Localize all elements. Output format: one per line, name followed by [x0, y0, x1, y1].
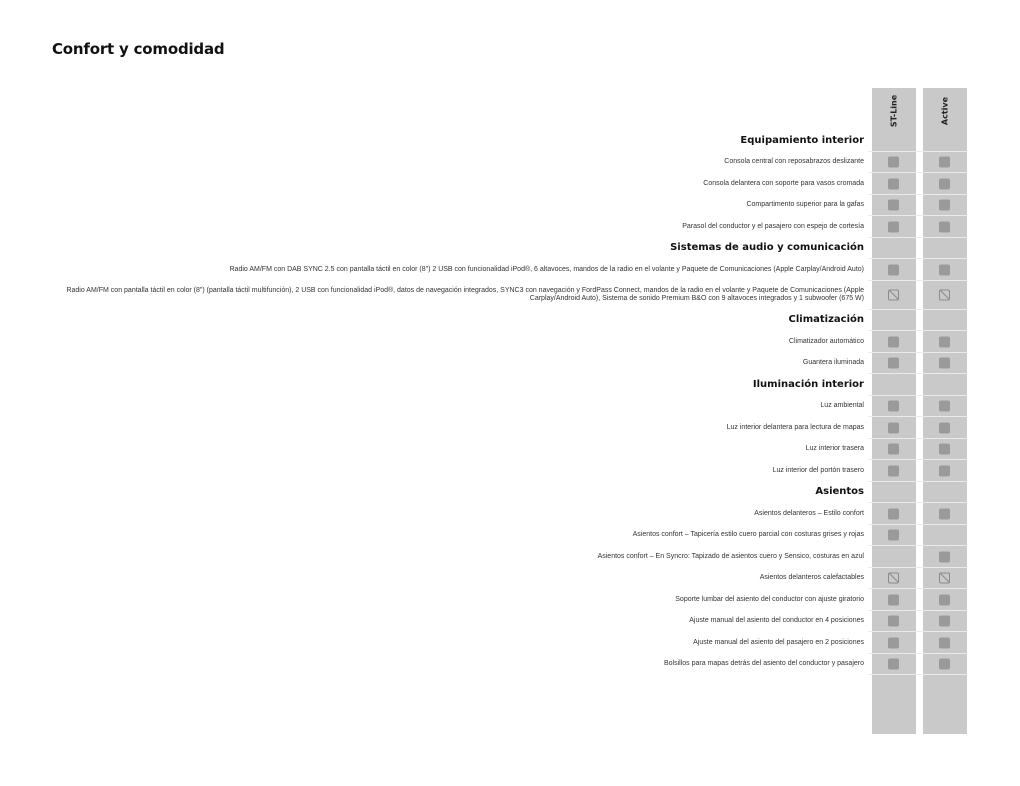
standard-marker-st-line	[888, 637, 899, 648]
standard-marker-st-line	[888, 401, 899, 412]
feature-label: Climatizador automático	[788, 337, 864, 345]
table-row	[0, 460, 1020, 482]
table-row	[0, 396, 1020, 418]
optional-marker-active	[939, 573, 950, 584]
standard-marker-st-line	[888, 178, 899, 189]
table-row	[0, 568, 1020, 590]
standard-marker-st-line	[888, 508, 899, 519]
table-row	[0, 589, 1020, 611]
standard-marker-active	[939, 401, 950, 412]
row-divider	[868, 674, 968, 675]
feature-label: Luz interior trasera	[805, 445, 864, 452]
optional-marker-st-line	[888, 290, 899, 301]
feature-label: Consola central con reposabrazos deslizante	[724, 158, 864, 165]
optional-marker-active	[939, 290, 950, 301]
standard-marker-active	[939, 358, 950, 369]
table-row	[0, 546, 1020, 568]
section-heading-label: Equipamiento interior	[740, 134, 864, 146]
table-row	[0, 152, 1020, 174]
table-row	[0, 353, 1020, 375]
optional-marker-st-line	[888, 573, 899, 584]
column-header-st-line	[872, 96, 916, 126]
equipment-table	[0, 130, 1020, 675]
feature-label: Asientos delanteros – Estilo confort	[754, 509, 864, 517]
standard-marker-active	[939, 444, 950, 455]
standard-marker-st-line	[888, 659, 899, 670]
section-heading-label: Climatización	[788, 314, 864, 325]
standard-marker-st-line	[888, 616, 899, 627]
feature-label: Compartimento superior para la gafas	[746, 201, 864, 208]
standard-marker-active	[939, 221, 950, 232]
table-row	[0, 611, 1020, 633]
table-row	[0, 417, 1020, 439]
feature-label: Radio AM/FM con DAB SYNC 2.5 con pantalla táctil en color (8") 2 USB con funcionalidad iPod®, 6 altavoces, mandos de la radio en el volante y Paquete de Comunicaciones (Apple Carplay/Android Auto)	[229, 265, 864, 273]
feature-label: Bolsillos para mapas detrás del asiento del conductor y pasajero	[663, 660, 864, 667]
table-row	[0, 525, 1020, 547]
standard-marker-st-line	[888, 422, 899, 433]
standard-marker-st-line	[888, 200, 899, 211]
table-row	[0, 654, 1020, 676]
standard-marker-st-line	[888, 358, 899, 369]
standard-marker-active	[939, 659, 950, 670]
feature-label: Luz interior del portón trasero	[772, 466, 864, 474]
feature-label: Soporte lumbar del asiento del conductor con ajuste giratorio	[675, 595, 864, 603]
column-header-label: ST-Line	[889, 94, 899, 128]
standard-marker-active	[939, 422, 950, 433]
standard-marker-active	[939, 551, 950, 562]
feature-label: Asientos delanteros calefactables	[759, 574, 864, 581]
table-row	[0, 331, 1020, 353]
feature-label: Asientos confort – En Syncro: Tapizado de asientos cuero y Sensico, costuras en azul	[597, 552, 864, 560]
feature-label: Radio AM/FM con pantalla táctil en color (8") (pantalla táctil multifunción), 2 USB con funcionalidad iPod®, datos de navegación integrados, SYNC3 con navegación y FordPass Connect, mandos de la radio en el volante y Paquete de Comunicaciones (Apple Carplay/Android Auto), Sistema de sonido Premium B&O con 9 altavoces integrados y 1 subwoofer (675 W)	[66, 286, 864, 302]
standard-marker-active	[939, 178, 950, 189]
standard-marker-active	[939, 465, 950, 476]
column-header-label: Active	[940, 96, 950, 126]
column-header-active	[923, 96, 967, 126]
table-row	[0, 173, 1020, 195]
standard-marker-st-line	[888, 444, 899, 455]
feature-label: Parasol del conductor y el pasajero con espejo de cortesía	[682, 222, 864, 230]
feature-label: Luz ambiental	[820, 402, 864, 409]
standard-marker-active	[939, 157, 950, 168]
standard-marker-active	[939, 508, 950, 519]
section-heading	[0, 310, 1020, 332]
table-row	[0, 216, 1020, 238]
page-title: Confort y comodidad	[52, 40, 225, 58]
standard-marker-st-line	[888, 264, 899, 275]
section-heading	[0, 482, 1020, 504]
section-heading-label: Asientos	[815, 486, 864, 497]
standard-marker-st-line	[888, 157, 899, 168]
section-heading	[0, 130, 1020, 152]
standard-marker-st-line	[888, 336, 899, 347]
standard-marker-st-line	[888, 465, 899, 476]
feature-label: Guantera iluminada	[802, 359, 864, 366]
table-row	[0, 632, 1020, 654]
table-row	[0, 503, 1020, 525]
standard-marker-st-line	[888, 221, 899, 232]
table-row	[0, 195, 1020, 217]
section-heading	[0, 374, 1020, 396]
feature-label: Luz interior delantera para lectura de mapas	[726, 423, 864, 431]
section-heading-label: Iluminación interior	[752, 378, 864, 390]
standard-marker-active	[939, 336, 950, 347]
feature-label: Asientos confort – Tapicería estilo cuero parcial con costuras grises y rojas	[632, 531, 864, 538]
feature-label: Ajuste manual del asiento del pasajero en 2 posiciones	[693, 638, 864, 646]
table-row	[0, 439, 1020, 461]
standard-marker-st-line	[888, 594, 899, 605]
standard-marker-active	[939, 616, 950, 627]
table-row	[0, 281, 1020, 310]
standard-marker-active	[939, 200, 950, 211]
standard-marker-active	[939, 637, 950, 648]
section-heading	[0, 238, 1020, 260]
feature-label: Ajuste manual del asiento del conductor en 4 posiciones	[689, 617, 864, 624]
standard-marker-st-line	[888, 530, 899, 541]
standard-marker-active	[939, 594, 950, 605]
table-row	[0, 259, 1020, 281]
feature-label: Consola delantera con soporte para vasos cromada	[703, 179, 864, 187]
standard-marker-active	[939, 264, 950, 275]
section-heading-label: Sistemas de audio y comunicación	[670, 242, 864, 253]
